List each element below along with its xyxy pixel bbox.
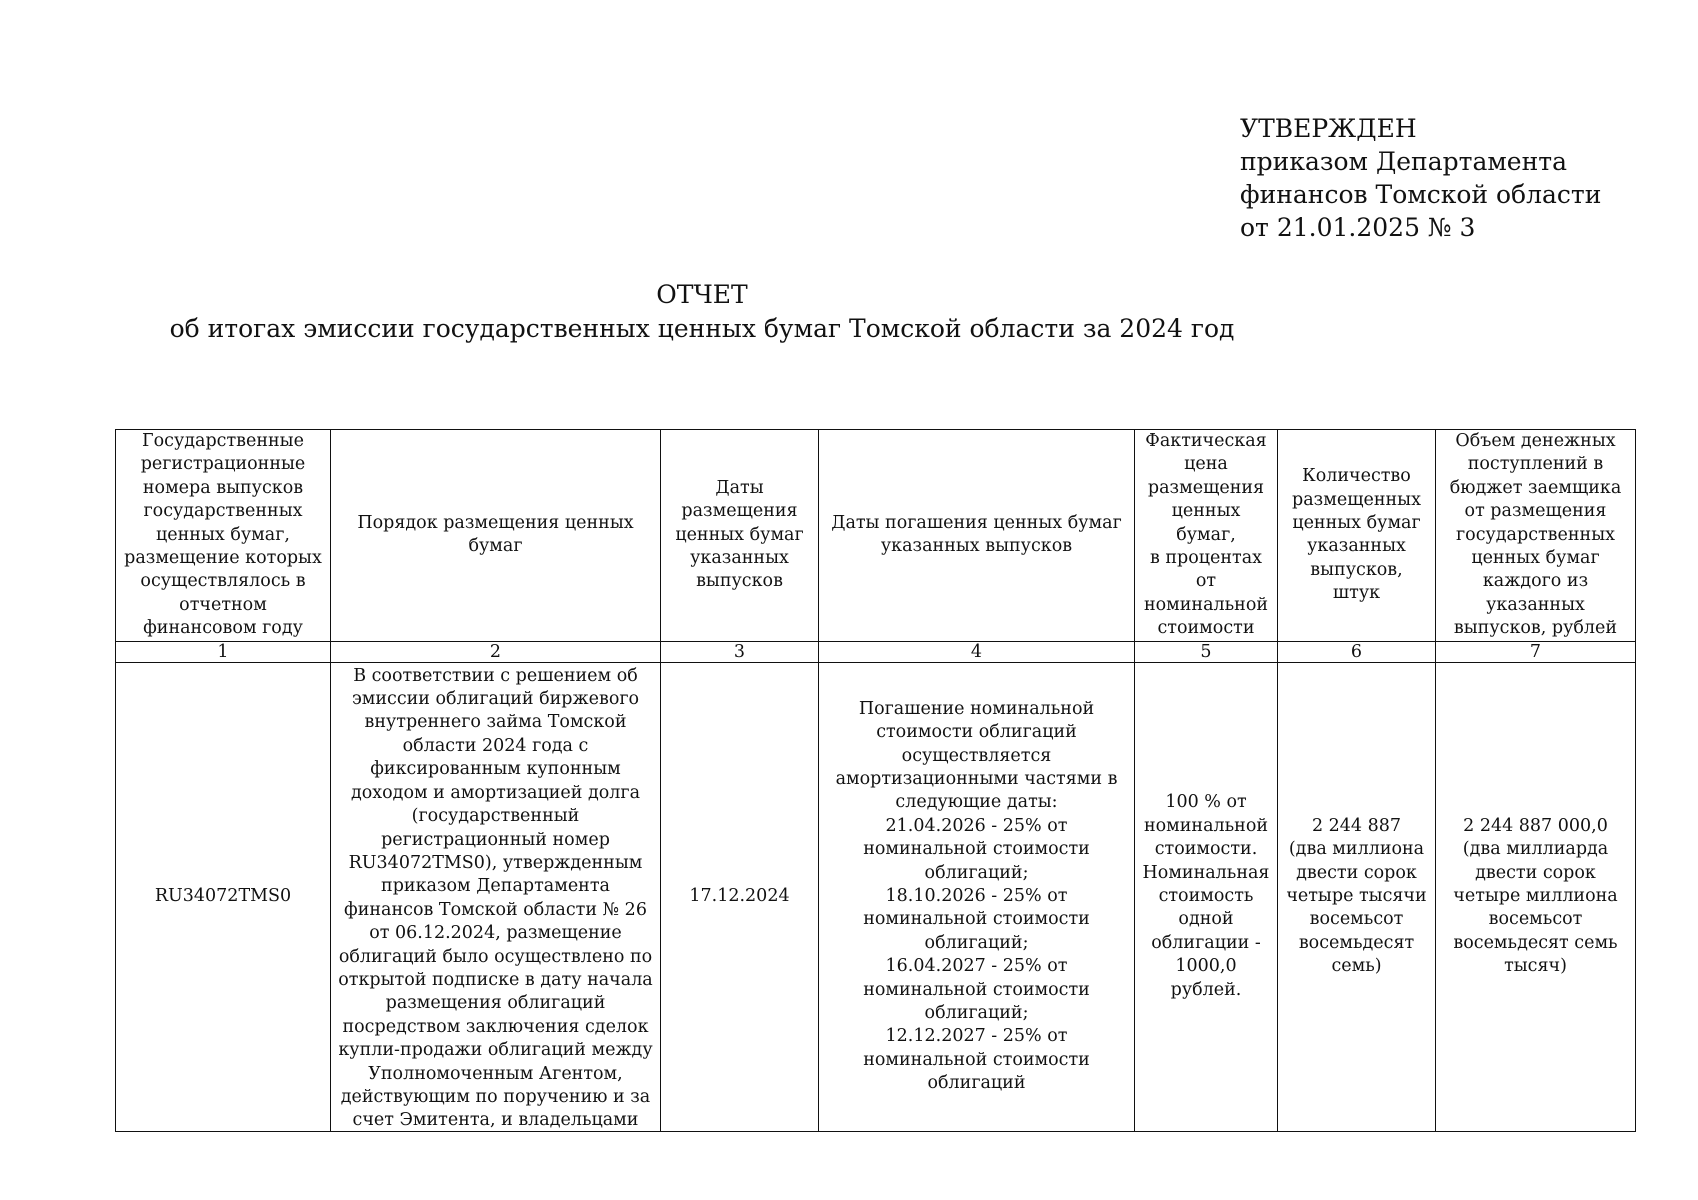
column-number: 7 bbox=[1436, 641, 1636, 662]
header-reg-numbers: Государственные регистрационные номера выпусков государственных ценных бумаг, размещение которых осуществлялось в отчетном финансовом году bbox=[116, 430, 331, 642]
cell-proceeds: 2 244 887 000,0 (два миллиарда двести сорок четыре миллиона восемьсот восемьдесят семь тысяч) bbox=[1436, 662, 1636, 1131]
header-quantity: Количество размещенных ценных бумаг указанных выпусков, штук bbox=[1278, 430, 1436, 642]
header-redemption-dates: Даты погашения ценных бумаг указанных выпусков bbox=[819, 430, 1135, 642]
table-row bbox=[116, 662, 1636, 1131]
approval-title: УТВЕРЖДЕН bbox=[1240, 114, 1417, 143]
column-number: 2 bbox=[331, 641, 661, 662]
placement-order-text: В соответствии с решением об эмиссии облигаций биржевого внутреннего займа Томской области 2024 года с фиксированным купонным доходом и амортизацией долга (государственный регистрационный номер RU34072TMS0), утвержденным приказом Департамента финансов Томской области № 26 от 06.12.2024, размещение облигаций было осуществлено по открытой подписке в дату начала размещения облигаций посредством заключения сделок купли-продажи облигаций между Уполномоченным Агентом, действующим по поручению и за счет Эмитента, и владельцами bbox=[338, 665, 653, 1129]
cell-reg-number: RU34072TMS0 bbox=[116, 662, 331, 1131]
header-actual-price: Фактическая цена размещения ценных бумаг, в процентах от номинальной стоимости bbox=[1135, 430, 1278, 642]
column-number: 5 bbox=[1135, 641, 1278, 662]
cell-actual-price: 100 % от номинальной стоимости. Номинальная стоимость одной облигации - 1000,0 рублей. bbox=[1135, 662, 1278, 1131]
table-column-numbers-row bbox=[116, 641, 1636, 662]
column-number: 3 bbox=[661, 641, 819, 662]
header-placement-order: Порядок размещения ценных бумаг bbox=[331, 430, 661, 642]
approval-order: приказом Департамента bbox=[1240, 147, 1568, 176]
report-table bbox=[115, 429, 1636, 1132]
column-number: 4 bbox=[819, 641, 1135, 662]
report-title: ОТЧЕТ bbox=[656, 280, 748, 309]
report-subtitle: об итогах эмиссии государственных ценных бумаг Томской области за 2024 год bbox=[169, 314, 1235, 343]
cell-quantity: 2 244 887 (два миллиона двести сорок четыре тысячи восемьсот восемьдесят семь) bbox=[1278, 662, 1436, 1131]
cell-placement-order bbox=[331, 662, 661, 1131]
approval-department: финансов Томской области bbox=[1240, 180, 1602, 209]
cell-placement-date: 17.12.2024 bbox=[661, 662, 819, 1131]
column-number: 1 bbox=[116, 641, 331, 662]
column-number: 6 bbox=[1278, 641, 1436, 662]
header-placement-dates: Даты размещения ценных бумаг указанных выпусков bbox=[661, 430, 819, 642]
approval-stamp bbox=[1240, 112, 1601, 244]
approval-date-number: от 21.01.2025 № 3 bbox=[1240, 213, 1476, 242]
cell-redemption-dates: Погашение номинальной стоимости облигаций осуществляется амортизационными частями в следующие даты: 21.04.2026 - 25% от номинальной стоимости облигаций; 18.10.2026 - 25% от номинальной стоимости облигаций; 16.04.2027 - 25% от номинальной стоимости облигаций; 12.12.2027 - 25% от номинальной стоимости облигаций bbox=[819, 662, 1135, 1131]
table-header-row bbox=[116, 430, 1636, 642]
header-proceeds: Объем денежных поступлений в бюджет заемщика от размещения государственных ценных бумаг каждого из указанных выпусков, рублей bbox=[1436, 430, 1636, 642]
report-title-block bbox=[0, 278, 1698, 346]
